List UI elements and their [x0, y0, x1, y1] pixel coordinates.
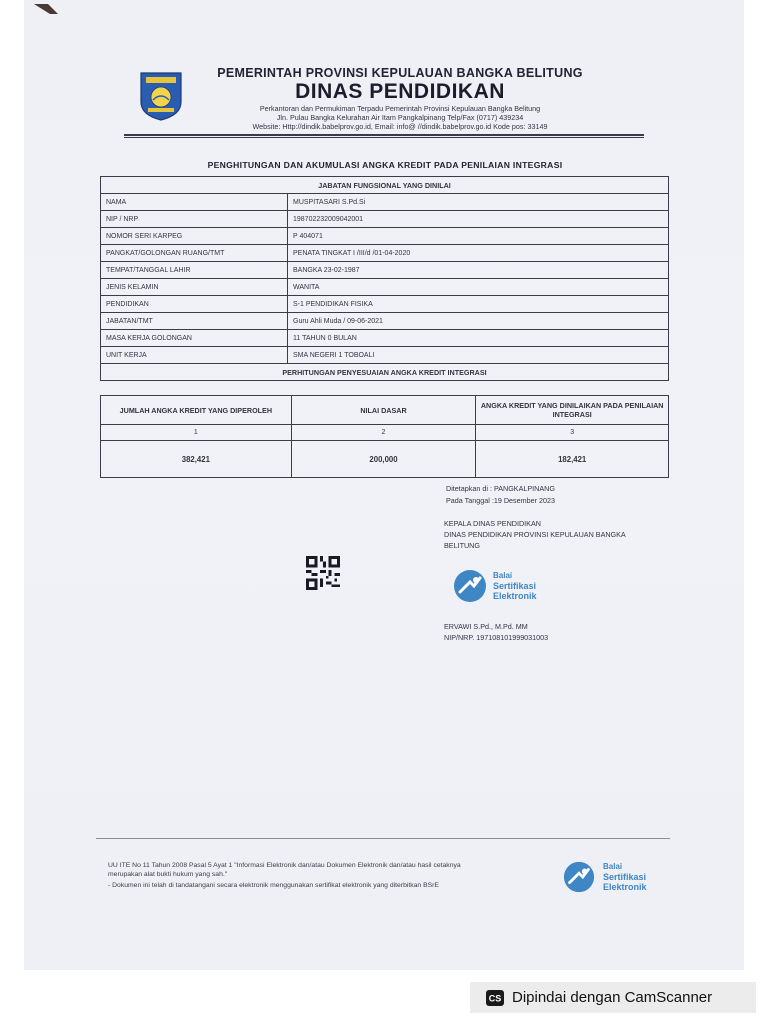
table-row	[101, 245, 669, 262]
svg-text:CS: CS	[488, 993, 502, 1003]
corner-mark-decoration	[34, 4, 62, 14]
column-number: 1	[101, 425, 292, 441]
address-line-1: Perkantoran dan Permukiman Terpadu Pemerintah Provinsi Kepulauan Bangka Belitung	[259, 104, 541, 113]
field-label: TEMPAT/TANGGAL LAHIR	[101, 262, 288, 279]
field-value: PENATA TINGKAT I /III/d /01-04-2020	[288, 245, 669, 262]
field-label: JABATAN/TMT	[101, 313, 288, 330]
bsre-logo-icon	[452, 568, 488, 604]
table-row	[101, 425, 669, 441]
footer-bsre-logo-icon	[562, 860, 596, 894]
table-row	[101, 194, 669, 211]
table-row	[101, 441, 669, 478]
column-header: JUMLAH ANGKA KREDIT YANG DIPEROLEH	[101, 396, 292, 425]
footer-bsre-label-1: Balai	[603, 862, 623, 871]
document-title: PENGHITUNGAN DAN AKUMULASI ANGKA KREDIT PADA PENILAIAN INTEGRASI	[207, 160, 563, 170]
camscanner-icon	[486, 990, 504, 1006]
signer-position-line-2: DINAS PENDIDIKAN PROVINSI KEPULAUAN BANGKA	[444, 530, 626, 539]
table-row	[101, 177, 669, 194]
agency-name: DINAS PENDIDIKAN	[295, 80, 505, 103]
field-label: PANGKAT/GOLONGAN RUANG/TMT	[101, 245, 288, 262]
document-page	[24, 0, 744, 970]
table-row	[101, 296, 669, 313]
qr-code-icon	[305, 556, 341, 590]
table-row	[101, 228, 669, 245]
field-value: 11 TAHUN 0 BULAN	[288, 330, 669, 347]
signer-position-line-1: KEPALA DINAS PENDIDIKAN	[444, 519, 541, 528]
table-row	[101, 262, 669, 279]
field-label: NAMA	[101, 194, 288, 211]
field-value: MUSPITASARI S.Pd.Si	[288, 194, 669, 211]
field-label: UNIT KERJA	[101, 347, 288, 364]
table-row	[101, 211, 669, 228]
bsre-label-3: Elektronik	[493, 591, 537, 601]
camscanner-badge	[470, 982, 756, 1013]
table-row	[101, 330, 669, 347]
section-heading: PERHITUNGAN PENYESUAIAN ANGKA KREDIT INTEGRASI	[101, 364, 669, 381]
field-value: Guru Ahli Muda / 09-06-2021	[288, 313, 669, 330]
header-rule	[124, 134, 644, 136]
table-row	[101, 313, 669, 330]
section-heading: JABATAN FUNGSIONAL YANG DINILAI	[101, 177, 669, 194]
footer-legal-line-1: UU ITE No 11 Tahun 2008 Pasal 5 Ayat 1 "Informasi Elektronik dan/atau Dokumen Elektronik dan/atau hasil cetaknya	[108, 862, 461, 869]
header-rule-thin	[124, 137, 644, 138]
employee-info-table	[100, 176, 669, 381]
column-number: 3	[476, 425, 669, 441]
table-row	[101, 396, 669, 425]
signer-name: ERVAWI S.Pd., M.Pd. MM	[444, 622, 528, 631]
field-value: SMA NEGERI 1 TOBOALI	[288, 347, 669, 364]
credit-value: 382,421	[101, 441, 292, 478]
credit-value: 182,421	[476, 441, 669, 478]
address-line-2: Jln. Pulau Bangka Kelurahan Air Itam Pangkalpinang Telp/Fax (0717) 439234	[276, 113, 524, 122]
field-label: JENIS KELAMIN	[101, 279, 288, 296]
footer-bsre-label-3: Elektronik	[603, 882, 647, 892]
footer-legal-line-2: merupakan alat bukti hukum yang sah."	[108, 871, 228, 878]
footer-legal-line-3: - Dokumen ini telah di tandatangani secara elektronik menggunakan sertifikat elektronik yang diterbitkan BSrE	[108, 882, 439, 889]
footer-bsre-label-2: Sertifikasi	[603, 872, 647, 882]
field-label: NOMOR SERI KARPEG	[101, 228, 288, 245]
field-label: PENDIDIKAN	[101, 296, 288, 313]
signer-nip: NIP/NRP. 197108101999031003	[444, 633, 549, 642]
bsre-label-2: Sertifikasi	[493, 581, 537, 591]
column-header: NILAI DASAR	[291, 396, 476, 425]
column-header: ANGKA KREDIT YANG DINILAIKAN PADA PENILAIAN INTEGRASI	[476, 396, 669, 425]
field-value: BANGKA 23-02-1987	[288, 262, 669, 279]
government-name: PEMERINTAH PROVINSI KEPULAUAN BANGKA BELITUNG	[217, 66, 583, 80]
bsre-label-1: Balai	[493, 571, 513, 580]
address-line-3: Website: Http://dindik.babelprov.go.id, Email: info@ //dindik.babelprov.go.id Kode pos: 33149	[252, 122, 548, 131]
credit-calculation-table	[100, 395, 669, 478]
field-value: S-1 PENDIDIKAN FISIKA	[288, 296, 669, 313]
province-emblem-icon	[138, 70, 184, 122]
field-value: WANITA	[288, 279, 669, 296]
field-label: NIP / NRP	[101, 211, 288, 228]
credit-value: 200,000	[291, 441, 476, 478]
table-row	[101, 364, 669, 381]
table-row	[101, 279, 669, 296]
signature-date: Pada Tanggal :19 Desember 2023	[446, 496, 555, 505]
signature-place: Ditetapkan di : PANGKALPINANG	[446, 484, 555, 493]
footer-rule	[96, 838, 670, 839]
camscanner-label: Dipindai dengan CamScanner	[512, 989, 713, 1006]
field-label: MASA KERJA GOLONGAN	[101, 330, 288, 347]
table-row	[101, 347, 669, 364]
field-value: 198702232009042001	[288, 211, 669, 228]
field-value: P 404071	[288, 228, 669, 245]
column-number: 2	[291, 425, 476, 441]
signer-position-line-3: BELITUNG	[444, 541, 480, 550]
